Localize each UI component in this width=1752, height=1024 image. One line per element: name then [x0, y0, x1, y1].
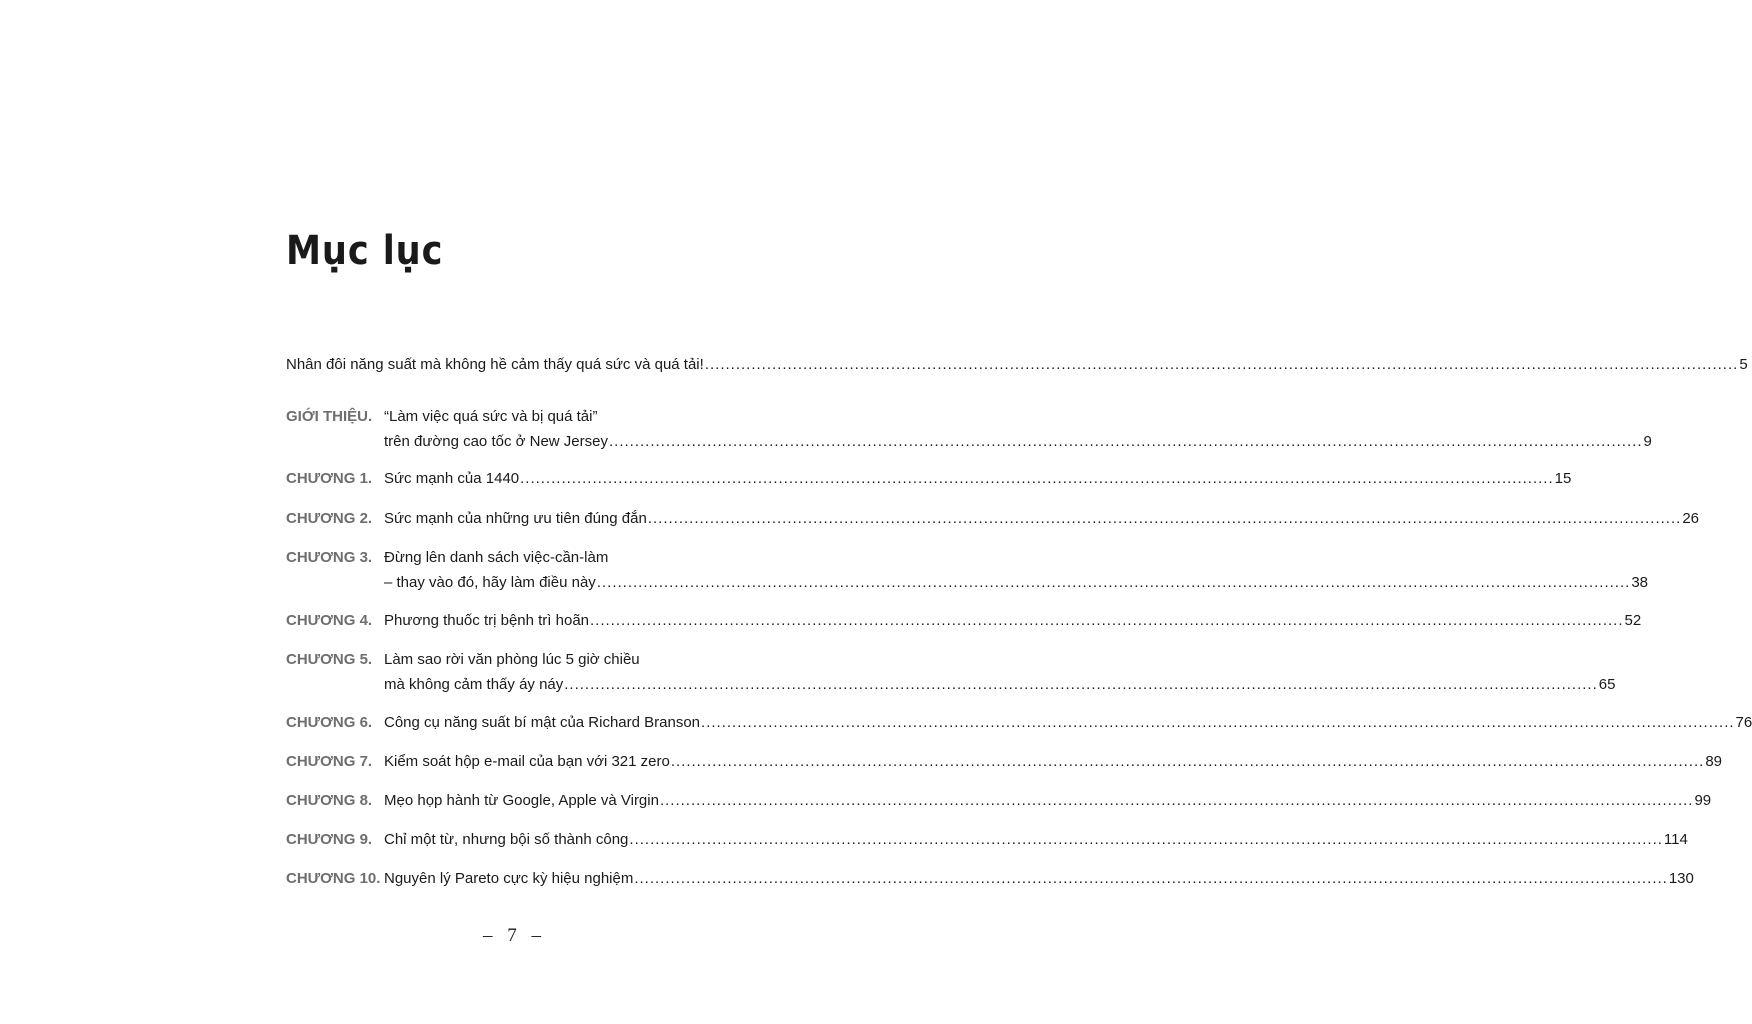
toc-entry-body	[384, 788, 1711, 813]
toc-entry-page: 114	[1663, 831, 1688, 848]
toc-entry-title-line1: “Làm việc quá sức và bị quá tải”	[384, 408, 598, 425]
toc-entry-body	[384, 506, 1699, 531]
toc-leader-dots: ........................................................................................................................................................................................................	[608, 433, 1643, 450]
toc-entry-title: Phương thuốc trị bệnh trì hoãn	[384, 612, 590, 629]
toc-entry	[286, 647, 1616, 697]
toc-entry-title: Kiểm soát hộp e-mail của bạn với 321 zero	[384, 753, 670, 770]
toc-leader-dots: ........................................................................................................................................................................................................	[590, 612, 1624, 629]
toc-entry	[286, 710, 1752, 735]
toc-entry-label: GIỚI THIỆU.	[286, 408, 373, 425]
toc-entry-last-line	[384, 866, 1694, 891]
toc-entry-last-line	[384, 788, 1711, 813]
toc-leader-dots: ........................................................................................................................................................................................................	[704, 356, 1739, 373]
toc-leader-dots: ........................................................................................................................................................................................................	[596, 574, 1631, 591]
toc-intro-page: 5	[1739, 356, 1748, 373]
toc-leader-dots: ........................................................................................................................................................................................................	[701, 714, 1735, 731]
toc-entry-last-line	[384, 608, 1641, 633]
toc-entry-title: trên đường cao tốc ở New Jersey	[384, 433, 608, 450]
toc-intro-text: Nhân đôi năng suất mà không hề cảm thấy quá sức và quá tải!	[286, 356, 704, 373]
toc-entry-page: 65	[1598, 676, 1616, 693]
toc-entry-title: Công cụ năng suất bí mật của Richard Branson	[384, 714, 701, 731]
page-number: 7	[507, 925, 517, 946]
toc-entry	[286, 749, 1723, 774]
toc-entry-label: CHƯƠNG 10.	[286, 870, 381, 887]
toc-entry	[286, 466, 1572, 491]
toc-entry-last-line	[384, 672, 1615, 697]
toc-entry	[286, 545, 1648, 595]
toc-entry-title: Sức mạnh của 1440	[384, 470, 520, 487]
toc-entry-last-line	[384, 466, 1571, 491]
toc-entry-label: CHƯƠNG 7.	[286, 753, 373, 770]
footer-dash-right: –	[531, 925, 541, 946]
toc-leader-dots: ........................................................................................................................................................................................................	[670, 753, 1705, 770]
toc-entry-last-line	[384, 429, 1652, 454]
page-title: Mục lục	[286, 228, 444, 274]
toc-leader-dots: ........................................................................................................................................................................................................	[634, 870, 1668, 887]
toc-entry	[286, 866, 1694, 891]
toc-entry	[286, 788, 1712, 813]
toc-entry-body	[384, 404, 1652, 454]
toc-leader-dots: ........................................................................................................................................................................................................	[564, 676, 1598, 693]
toc-entry-title: – thay vào đó, hãy làm điều này	[384, 574, 596, 591]
toc-entry-label: CHƯƠNG 5.	[286, 651, 373, 668]
toc-entry-body	[384, 710, 1752, 735]
toc-entry-page: 99	[1694, 792, 1712, 809]
page-footer	[0, 925, 1024, 947]
toc-entry-body	[384, 545, 1648, 595]
toc-entry-last-line	[384, 827, 1688, 852]
toc-entry-last-line	[384, 506, 1699, 531]
toc-entry-title: Chỉ một từ, nhưng bội số thành công	[384, 831, 629, 848]
toc-entry	[286, 608, 1642, 633]
toc-intro-entry	[286, 352, 1748, 377]
toc-entry-label: CHƯƠNG 8.	[286, 792, 373, 809]
toc-entry-body	[384, 866, 1694, 891]
toc-entry-label: CHƯƠNG 6.	[286, 714, 373, 731]
toc-entry-title-line1: Đừng lên danh sách việc-cần-làm	[384, 549, 609, 566]
toc-entry-title-line1: Làm sao rời văn phòng lúc 5 giờ chiều	[384, 651, 640, 668]
footer-dash-left: –	[483, 925, 493, 946]
toc-entry-label: CHƯƠNG 4.	[286, 612, 373, 629]
toc-entry-label: CHƯƠNG 1.	[286, 470, 373, 487]
toc-entry-body	[384, 608, 1641, 633]
toc-entry-title: Sức mạnh của những ưu tiên đúng đắn	[384, 510, 647, 527]
toc-leader-dots: ........................................................................................................................................................................................................	[647, 510, 1682, 527]
toc-entry-page: 38	[1631, 574, 1648, 591]
toc-entry-title: mà không cảm thấy áy náy	[384, 676, 564, 693]
toc-entry-page: 15	[1554, 470, 1572, 487]
toc-entry-last-line	[384, 570, 1648, 595]
toc-entry-page: 89	[1705, 753, 1723, 770]
toc-entry-last-line	[384, 710, 1752, 735]
toc-entry-page: 26	[1682, 510, 1699, 527]
toc-entry-title: Nguyên lý Pareto cực kỳ hiệu nghiệm	[384, 870, 634, 887]
toc-entry-title: Mẹo họp hành từ Google, Apple và Virgin	[384, 792, 659, 809]
toc-entry-body	[384, 647, 1615, 697]
toc-entry-last-line	[384, 749, 1722, 774]
toc-entry-body	[384, 827, 1688, 852]
toc-entry-body	[384, 749, 1722, 774]
toc-entry-label: CHƯƠNG 2.	[286, 510, 373, 527]
toc-entry-label: CHƯƠNG 9.	[286, 831, 373, 848]
toc-leader-dots: ........................................................................................................................................................................................................	[520, 470, 1554, 487]
toc-entry	[286, 404, 1652, 454]
toc-entry	[286, 827, 1688, 852]
toc-entry-page: 9	[1643, 433, 1652, 450]
toc-entry-label: CHƯƠNG 3.	[286, 549, 373, 566]
toc-entry-page: 130	[1668, 870, 1694, 887]
toc-leader-dots: ........................................................................................................................................................................................................	[659, 792, 1694, 809]
toc-entry-body	[384, 466, 1571, 491]
toc-entry-page: 52	[1624, 612, 1642, 629]
toc-entry-page: 76	[1735, 714, 1752, 731]
toc-leader-dots: ........................................................................................................................................................................................................	[629, 831, 1663, 848]
toc-entry	[286, 506, 1699, 531]
